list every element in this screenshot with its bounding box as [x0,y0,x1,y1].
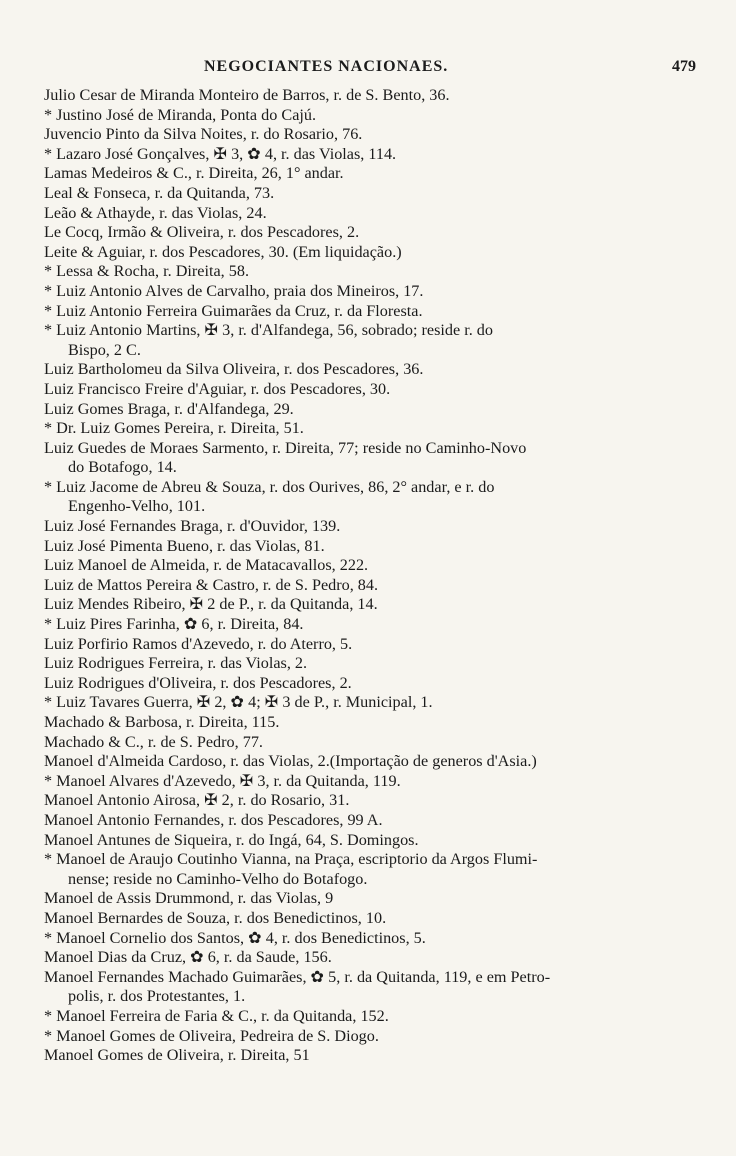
list-item [44,831,696,851]
list-item [44,1046,696,1066]
entry-text: * Luiz Jacome de Abreu & Souza, r. dos Ourives, 86, 2° andar, e r. do [44,477,495,496]
entry-text: Luiz Guedes de Moraes Sarmento, r. Direita, 77; reside no Caminho-Novo [44,438,527,457]
list-item [44,321,696,360]
list-item [44,439,696,478]
entry-text: * Lazaro José Gonçalves, ✠ 3, ✿ 4, r. das Violas, 114. [44,144,397,163]
entry-text: Machado & C., r. de S. Pedro, 77. [44,732,263,751]
list-item [44,713,696,733]
entry-text: Manoel Gomes de Oliveira, r. Direita, 51 [44,1046,310,1065]
list-item [44,302,696,322]
list-item [44,674,696,694]
page-title: NEGOCIANTES NACIONAES. [204,58,449,75]
entry-text: * Lessa & Rocha, r. Direita, 58. [44,262,249,281]
entry-text: * Luiz Tavares Guerra, ✠ 2, ✿ 4; ✠ 3 de P., r. Municipal, 1. [44,693,433,712]
entry-text: * Manoel Ferreira de Faria & C., r. da Quitanda, 152. [44,1006,389,1025]
list-item [44,772,696,792]
entry-text: Luiz Gomes Braga, r. d'Alfandega, 29. [44,399,294,418]
entry-text: Luiz José Fernandes Braga, r. d'Ouvidor, 139. [44,517,341,536]
list-item [44,243,696,263]
list-item [44,968,696,1007]
entry-text: Manoel de Assis Drummond, r. das Violas, 9 [44,889,334,908]
list-item [44,635,696,655]
entry-text: * Luiz Antonio Alves de Carvalho, praia dos Mineiros, 17. [44,281,424,300]
list-item [44,262,696,282]
entry-text: Luiz Porfirio Ramos d'Azevedo, r. do Aterro, 5. [44,634,353,653]
list-item [44,86,696,106]
list-item [44,164,696,184]
entry-text: Manoel Antonio Fernandes, r. dos Pescadores, 99 A. [44,810,383,829]
list-item [44,909,696,929]
entry-text: Luiz Rodrigues Ferreira, r. das Violas, 2. [44,654,308,673]
list-item [44,654,696,674]
list-item [44,948,696,968]
list-item [44,929,696,949]
entry-text: Luiz de Mattos Pereira & Castro, r. de S. Pedro, 84. [44,575,379,594]
entry-continuation: do Botafogo, 14. [68,458,177,477]
entry-text: Luiz José Pimenta Bueno, r. das Violas, 81. [44,536,325,555]
list-item [44,1027,696,1047]
entry-text: * Manoel Alvares d'Azevedo, ✠ 3, r. da Quitanda, 119. [44,771,401,790]
entry-text: Manoel Bernardes de Souza, r. dos Benedictinos, 10. [44,908,387,927]
list-item [44,693,696,713]
entry-continuation: polis, r. dos Protestantes, 1. [68,987,246,1006]
entry-text: Manoel d'Almeida Cardoso, r. das Violas, 2.(Importação de generos d'Asia.) [44,752,537,771]
list-item [44,595,696,615]
list-item [44,556,696,576]
entry-text: * Luiz Antonio Ferreira Guimarães da Cruz, r. da Floresta. [44,301,423,320]
entry-text: Luiz Mendes Ribeiro, ✠ 2 de P., r. da Quitanda, 14. [44,595,378,614]
entry-text: Manoel Antonio Airosa, ✠ 2, r. do Rosario, 31. [44,791,350,810]
merchant-list [44,86,696,1066]
list-item [44,889,696,909]
entry-text: Leão & Athayde, r. das Violas, 24. [44,203,267,222]
list-item [44,576,696,596]
entry-text: Lamas Medeiros & C., r. Direita, 26, 1° andar. [44,164,344,183]
entry-text: Luiz Rodrigues d'Oliveira, r. dos Pescadores, 2. [44,673,352,692]
entry-text: * Manoel Gomes de Oliveira, Pedreira de S. Diogo. [44,1026,379,1045]
list-item [44,537,696,557]
list-item [44,615,696,635]
entry-text: Juvencio Pinto da Silva Noites, r. do Rosario, 76. [44,125,363,144]
entry-text: Manoel Dias da Cruz, ✿ 6, r. da Saude, 156. [44,948,332,967]
entry-text: Le Cocq, Irmão & Oliveira, r. dos Pescadores, 2. [44,223,360,242]
entry-text: Luiz Francisco Freire d'Aguiar, r. dos Pescadores, 30. [44,379,391,398]
entry-text: Luiz Manoel de Almeida, r. de Matacavallos, 222. [44,556,369,575]
list-item [44,400,696,420]
list-item [44,282,696,302]
entry-text: Manoel Fernandes Machado Guimarães, ✿ 5, r. da Quitanda, 119, e em Petro- [44,967,551,986]
page-header [44,58,696,86]
list-item [44,145,696,165]
entry-continuation: Bispo, 2 C. [68,340,141,359]
list-item [44,125,696,145]
list-item [44,360,696,380]
entry-text: Machado & Barbosa, r. Direita, 115. [44,713,280,731]
list-item [44,1007,696,1027]
entry-text: * Luiz Antonio Martins, ✠ 3, r. d'Alfandega, 56, sobrado; reside r. do [44,321,493,340]
list-item [44,204,696,224]
list-item [44,380,696,400]
page-number: 479 [672,58,696,75]
entry-continuation: Engenho-Velho, 101. [68,497,206,516]
entry-text: Manoel Antunes de Siqueira, r. do Ingá, 64, S. Domingos. [44,830,419,849]
entry-text: * Luiz Pires Farinha, ✿ 6, r. Direita, 84. [44,615,304,634]
list-item [44,791,696,811]
list-item [44,850,696,889]
entry-continuation: nense; reside no Caminho-Velho do Botafogo. [68,869,368,888]
list-item [44,223,696,243]
list-item [44,106,696,126]
entry-text: * Manoel de Araujo Coutinho Vianna, na Praça, escriptorio da Argos Flumi- [44,850,538,869]
list-item [44,184,696,204]
entry-text: Leal & Fonseca, r. da Quitanda, 73. [44,183,275,202]
list-item [44,752,696,772]
entry-text: Leite & Aguiar, r. dos Pescadores, 30. (Em liquidação.) [44,242,402,261]
entry-text: * Justino José de Miranda, Ponta do Cajú. [44,105,317,124]
list-item [44,733,696,753]
list-item [44,478,696,517]
directory-page [44,58,696,1066]
entry-text: Julio Cesar de Miranda Monteiro de Barros, r. de S. Bento, 36. [44,86,450,104]
entry-text: * Dr. Luiz Gomes Pereira, r. Direita, 51. [44,419,304,438]
entry-text: * Manoel Cornelio dos Santos, ✿ 4, r. dos Benedictinos, 5. [44,928,426,947]
list-item [44,811,696,831]
list-item [44,517,696,537]
list-item [44,419,696,439]
entry-text: Luiz Bartholomeu da Silva Oliveira, r. dos Pescadores, 36. [44,360,424,379]
